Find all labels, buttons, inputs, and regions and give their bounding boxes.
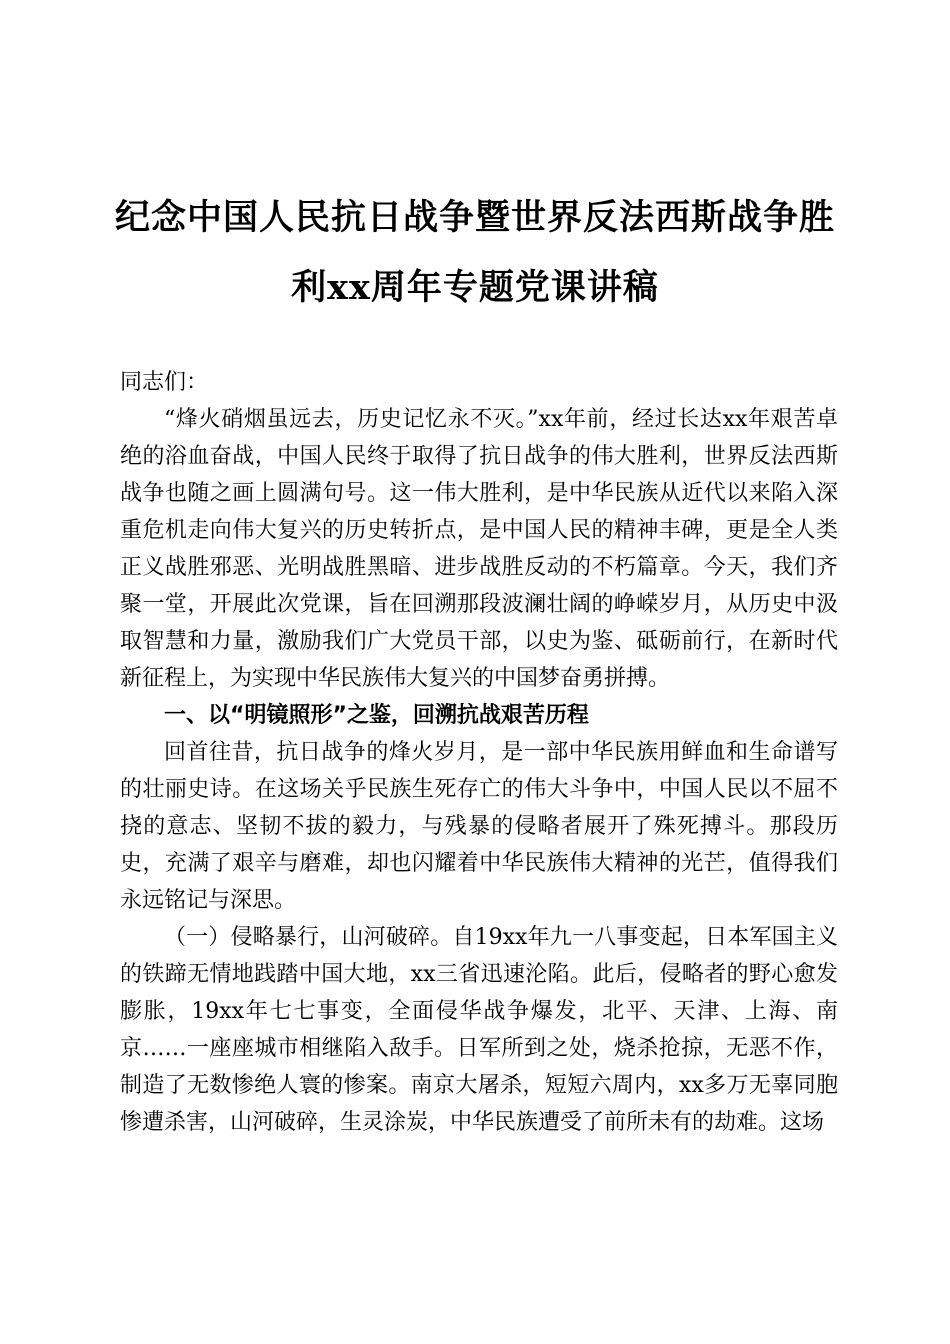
section-1-heading: 一、以“明镜照形”之鉴，回溯抗战艰苦历程 bbox=[164, 703, 589, 728]
document-body bbox=[120, 364, 838, 1141]
intro-paragraph: “烽火硝烟虽远去，历史记忆永不灭。”xx年前，经过长达xx年艰苦卓绝的浴血奋战，中国人民终于取得了抗日战争的伟大胜利，世界反法西斯战争也随之画上圆满句号。这一伟大胜利，是中华民族从近代以来陷入深重危机走向伟大复兴的历史转折点，是中国人民的精神丰碑，更是全人类正义战胜邪恶、光明战胜黑暗、进步战胜反动的不朽篇章。今天，我们齐聚一堂，开展此次党课，旨在回溯那段波澜壮阔的峥嵘岁月，从历史中汲取智慧和力量，激励我们广大党员干部，以史为鉴、砥砺前行，在新时代新征程上，为实现中华民族伟大复兴的中国梦奋勇拼搏。 bbox=[120, 407, 838, 691]
section-1-paragraph: 回首往昔，抗日战争的烽火岁月，是一部中华民族用鲜血和生命谱写的壮丽史诗。在这场关乎民族生死存亡的伟大斗争中，中国人民以不屈不挠的意志、坚韧不拔的毅力，与残暴的侵略者展开了殊死搏斗。那段历史，充满了艰辛与磨难，却也闪耀着中华民族伟大精神的光芒，值得我们永远铭记与深思。 bbox=[120, 740, 838, 913]
document-title-line-1: 纪念中国人民抗日战争暨世界反法西斯战争胜 bbox=[114, 197, 835, 238]
salutation: 同志们： bbox=[120, 370, 209, 395]
document-title-line-2: 利xx周年专题党课讲稿 bbox=[291, 267, 659, 308]
subsection-1-paragraph: （一）侵略暴行，山河破碎。自19xx年九一八事变起，日本军国主义的铁蹄无情地践踏中国大地，xx三省迅速沦陷。此后，侵略者的野心愈发膨胀，19xx年七七事变，全面侵华战争爆发，北平、天津、上海、南京……一座座城市相继陷入敌手。日军所到之处，烧杀抢掠，无恶不作，制造了无数惨绝人寰的惨案。南京大屠杀，短短六周内，xx多万无辜同胞惨遭杀害，山河破碎，生灵涂炭，中华民族遭受了前所未有的劫难。这场 bbox=[120, 925, 838, 1135]
